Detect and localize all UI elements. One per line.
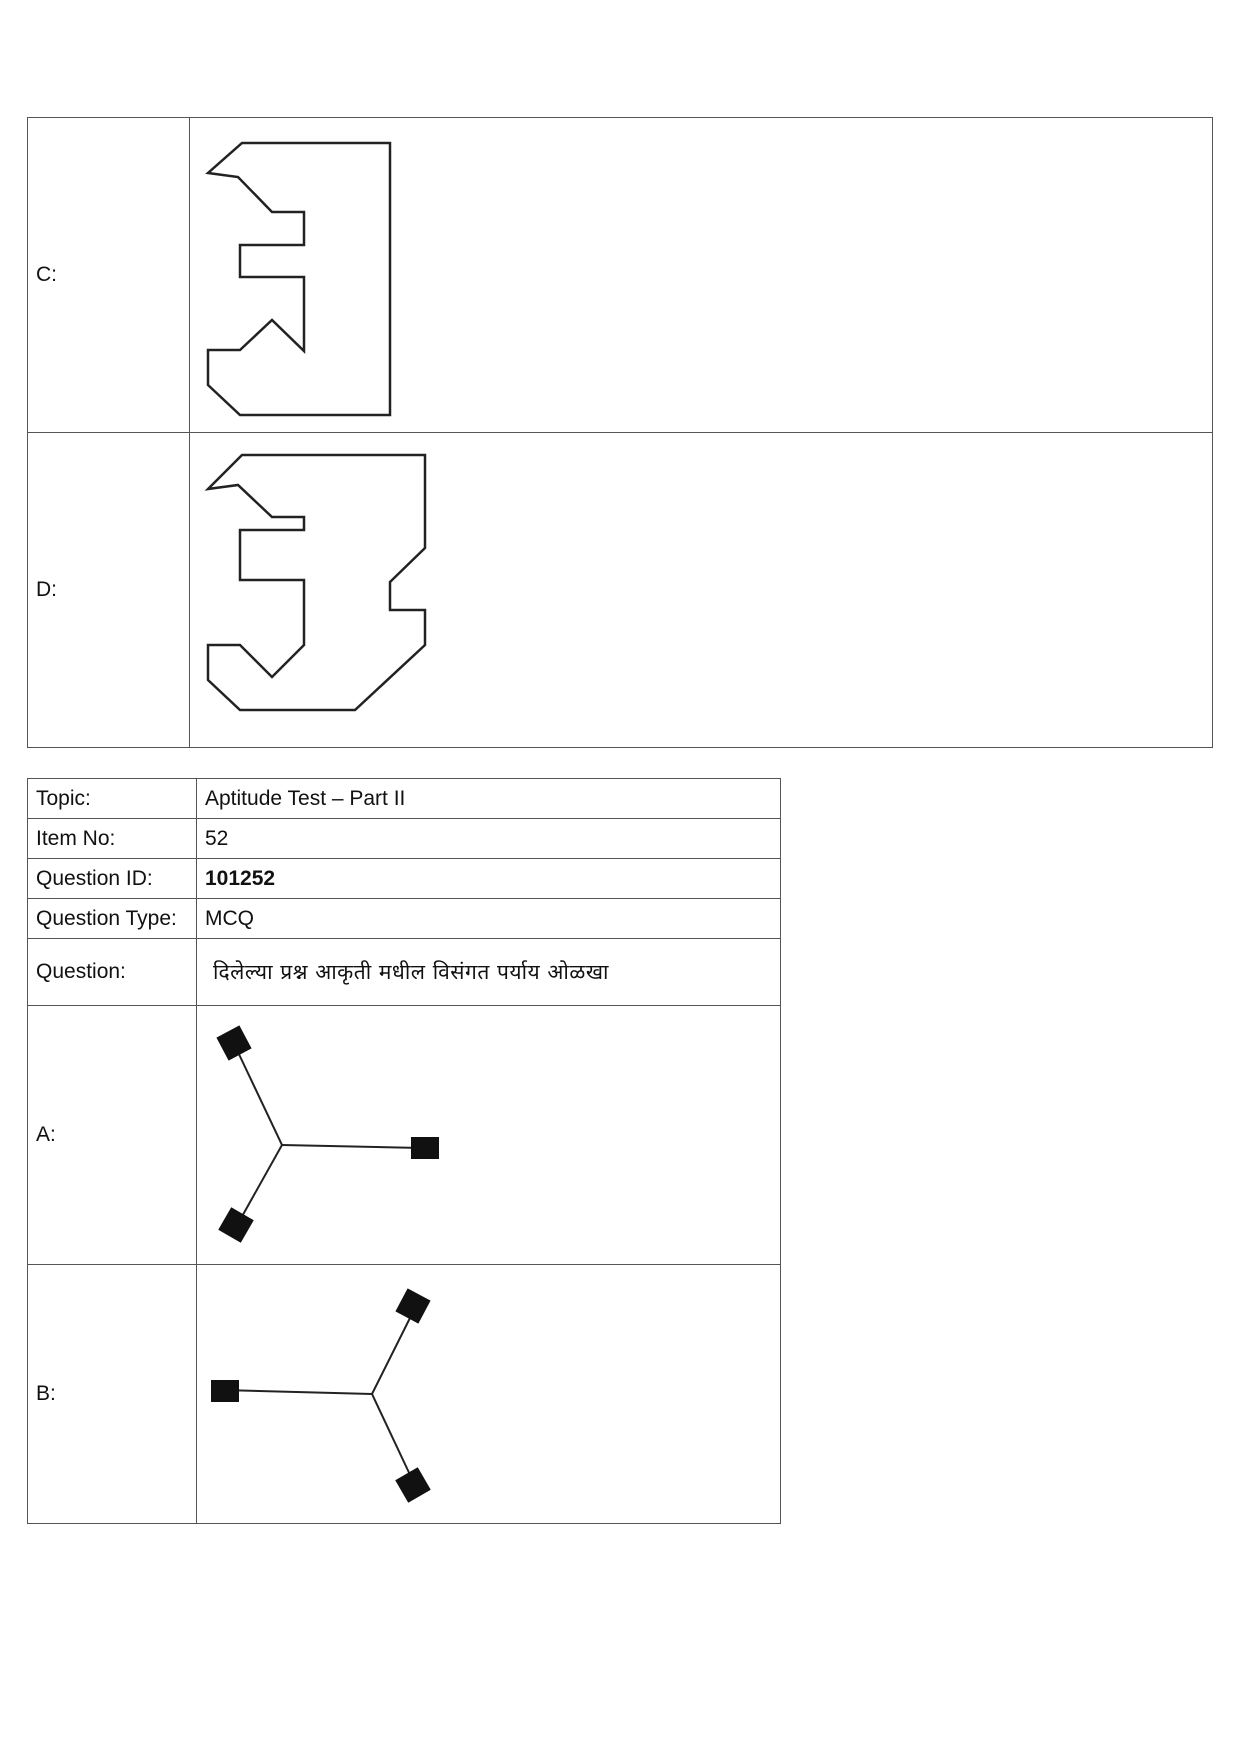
star-b-arm-left [222, 1390, 372, 1394]
shape-d-outline [208, 455, 425, 710]
row-topic [28, 779, 781, 819]
shape-c-outline [208, 143, 390, 415]
question-details-table [27, 778, 781, 1524]
option-row-d [28, 433, 1213, 748]
option-figure-b [197, 1265, 781, 1524]
question-type-label: Question Type: [28, 899, 197, 939]
option-label-c: C: [28, 118, 190, 433]
option-label-a: A: [28, 1006, 197, 1265]
option-label-b: B: [28, 1265, 197, 1524]
star-a-arm-lower [240, 1145, 282, 1220]
star-a-square-lower [218, 1207, 254, 1243]
star-b-arm-upper [372, 1314, 412, 1394]
option-row-b [28, 1265, 781, 1524]
options-table-top [27, 117, 1213, 748]
question-type-value: MCQ [197, 899, 781, 939]
option-row-c [28, 118, 1213, 433]
option-figure-d [190, 433, 1213, 748]
item-no-value: 52 [197, 819, 781, 859]
option-figure-a [197, 1006, 781, 1265]
star-b-square-upper [395, 1288, 430, 1323]
star-b-arm-lower [372, 1394, 412, 1479]
question-id-label: Question ID: [28, 859, 197, 899]
question-label: Question: [28, 939, 197, 1006]
row-question-id [28, 859, 781, 899]
row-question-type [28, 899, 781, 939]
option-row-a [28, 1006, 781, 1265]
topic-value: Aptitude Test – Part II [197, 779, 781, 819]
row-item-no [28, 819, 781, 859]
star-a-square-upper [216, 1025, 251, 1060]
star-b-square-lower [395, 1467, 431, 1503]
row-question [28, 939, 781, 1006]
topic-label: Topic: [28, 779, 197, 819]
shape-d-figure [190, 440, 490, 740]
star-a-arm-right [282, 1145, 422, 1148]
star-b-figure [197, 1269, 497, 1519]
option-label-d: D: [28, 433, 190, 748]
question-id-value: 101252 [197, 859, 781, 899]
star-b-square-left [211, 1380, 239, 1402]
item-no-label: Item No: [28, 819, 197, 859]
option-figure-c [190, 118, 1213, 433]
shape-c-figure [190, 125, 490, 425]
star-a-arm-upper [237, 1050, 282, 1145]
star-a-figure [197, 1010, 497, 1260]
question-text: दिलेल्या प्रश्न आकृती मधील विसंगत पर्याय ओळखा [197, 939, 781, 1006]
star-a-square-right [411, 1137, 439, 1159]
